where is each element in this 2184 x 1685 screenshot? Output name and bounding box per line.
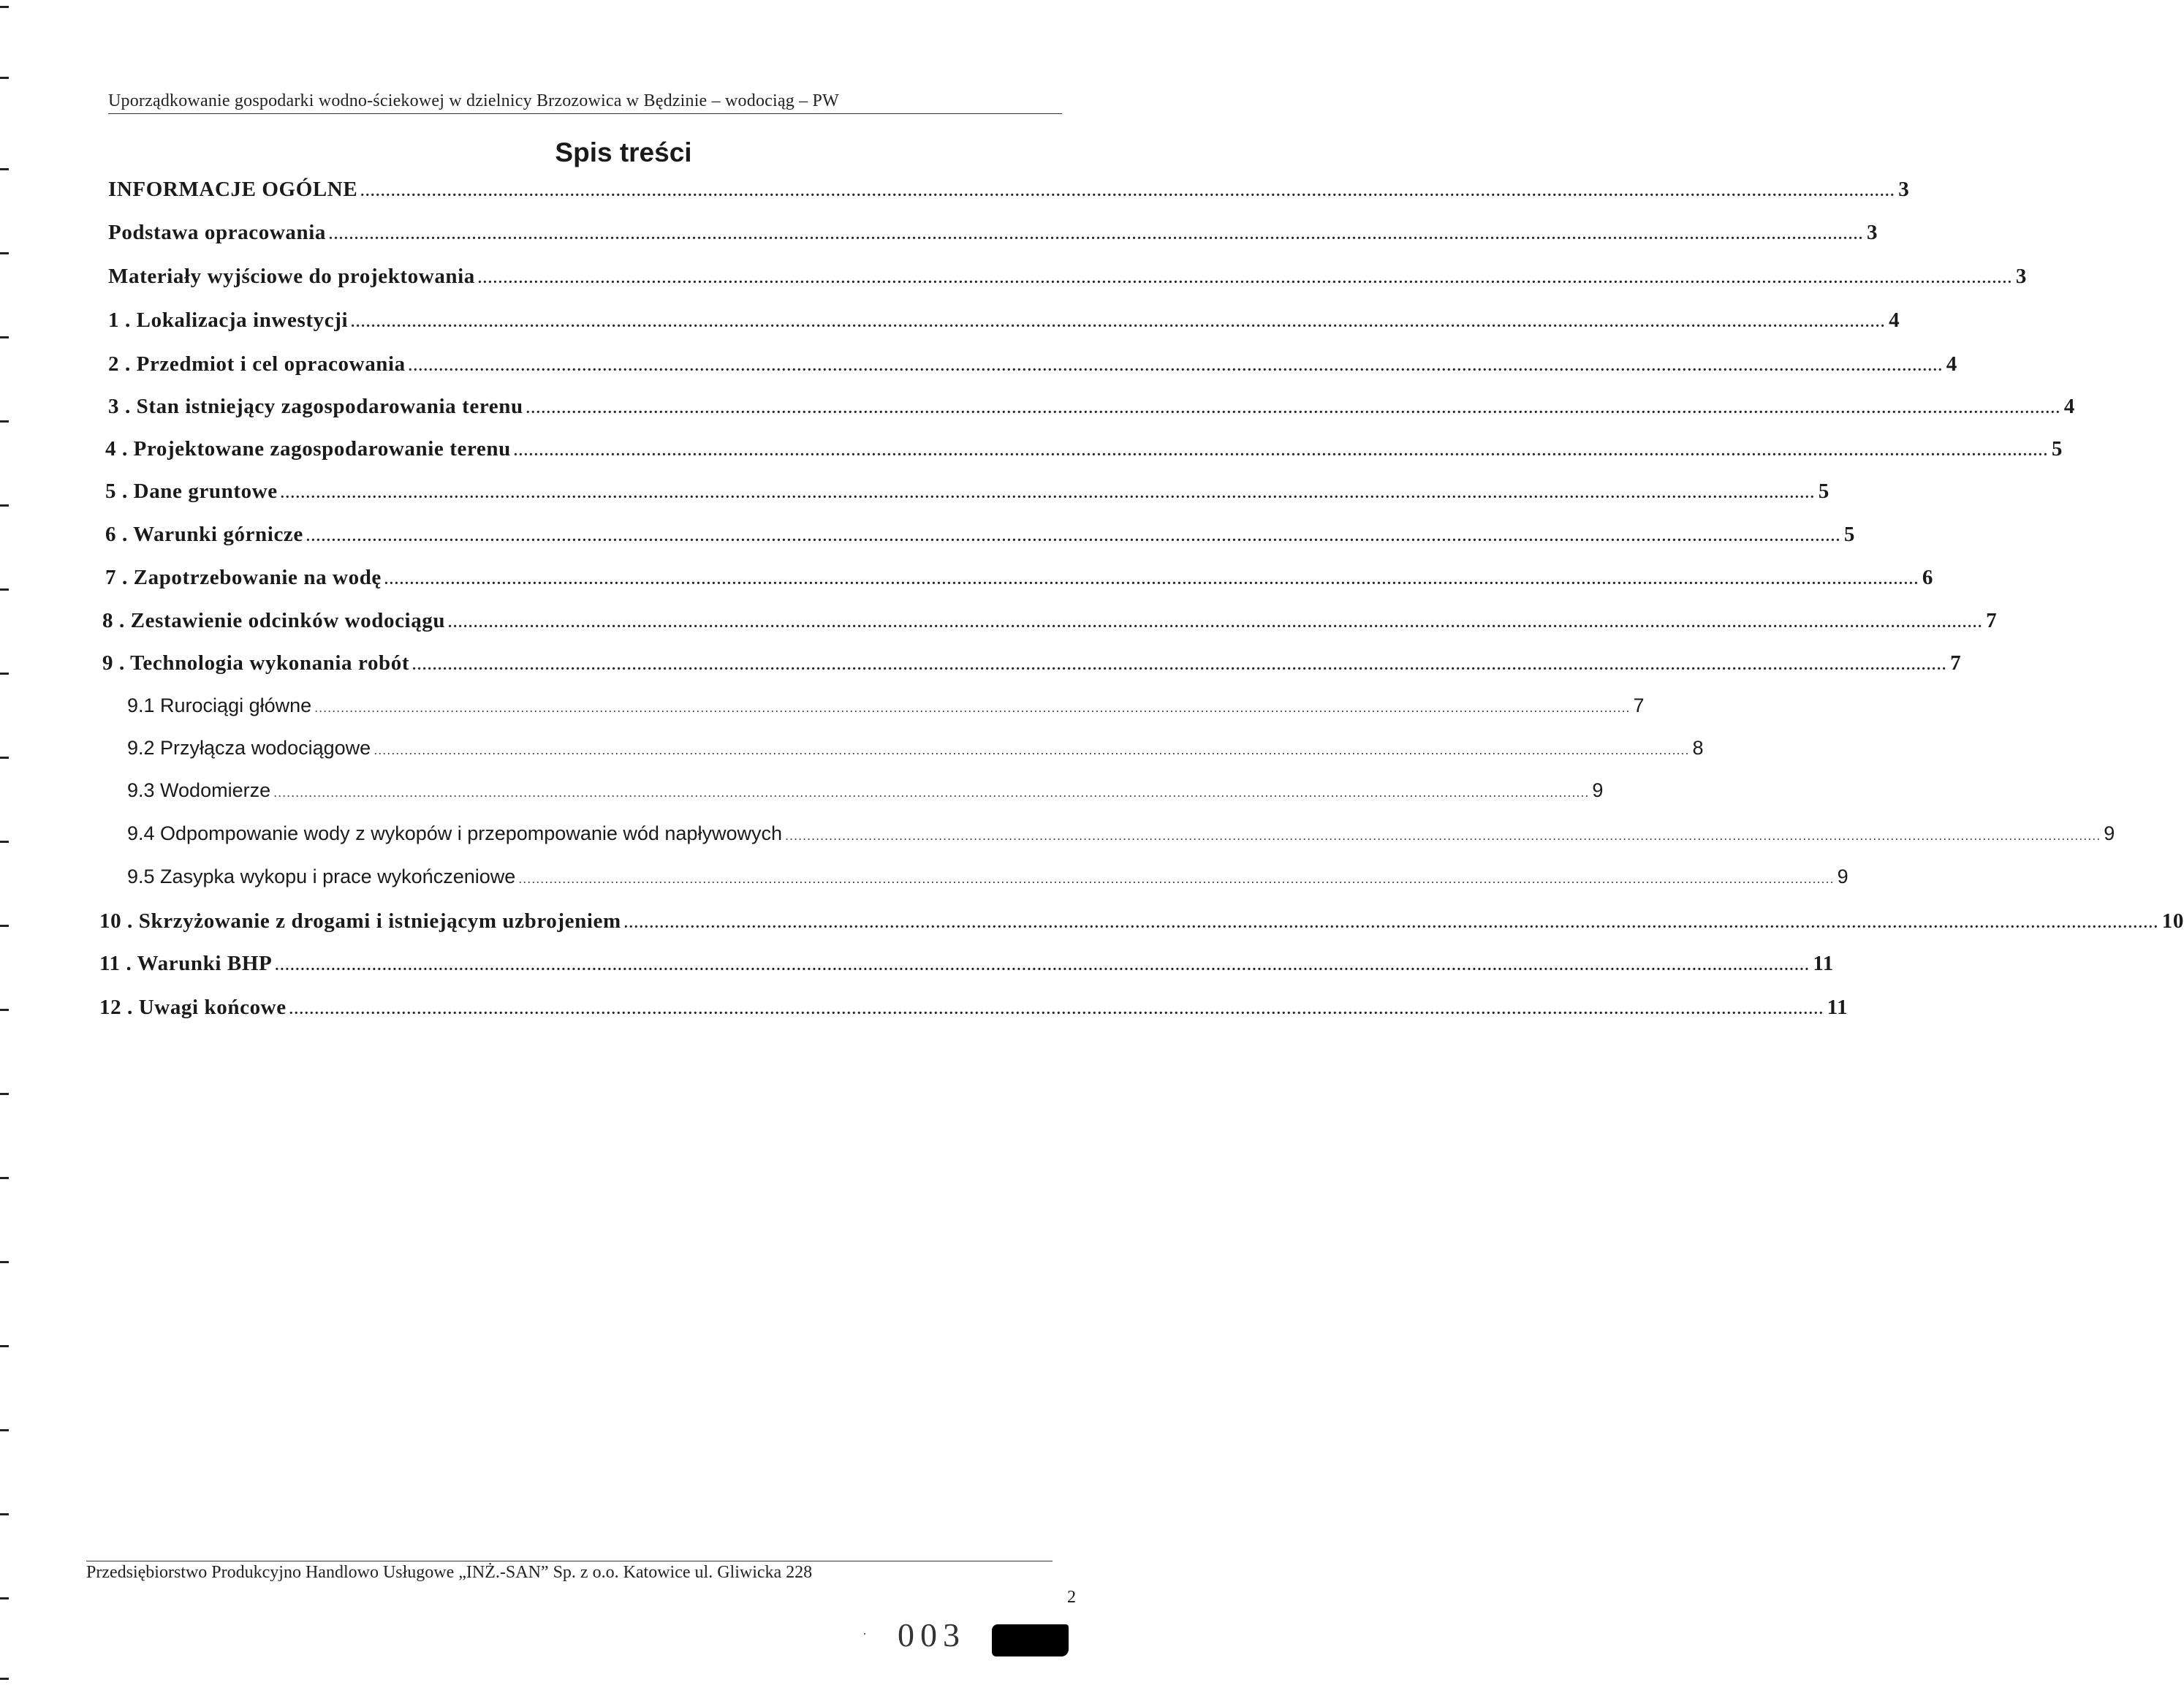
toc-entry-page: 10	[2161, 909, 2184, 933]
toc-entry-page: 11	[1813, 952, 1834, 975]
toc-entry	[99, 952, 1834, 981]
toc-entry-label: 2 . Przedmiot i cel opracowania	[108, 352, 406, 376]
margin-mark	[0, 757, 9, 759]
margin-mark	[0, 1513, 9, 1515]
toc-entry-label: Materiały wyjściowe do projektowania	[108, 265, 475, 288]
toc-entry-page: 7	[1633, 694, 1645, 716]
toc-leader-dots: ............................................................................................................................................................................................................................................................................................................	[477, 270, 2013, 287]
toc-leader-dots: ............................................................................................................................................................................................................................................................................................................	[623, 915, 2159, 931]
toc-entry-page: 11	[1827, 996, 1849, 1019]
toc-entry-page: 7	[1986, 609, 1998, 632]
toc-entry-page: 9	[2104, 822, 2115, 844]
toc-leader-dots: ............................................................................................................................................................................................................................................................................................................	[273, 785, 1590, 800]
toc-entry-label: 8 . Zestawienie odcinków wodociągu	[102, 609, 446, 632]
toc-leader-dots: ............................................................................................................................................................................................................................................................................................................	[374, 743, 1690, 757]
redaction-block	[992, 1624, 1069, 1656]
toc-leader-dots: ............................................................................................................................................................................................................................................................................................................	[351, 314, 1887, 330]
toc-entry	[105, 523, 1855, 552]
toc-leader-dots: ............................................................................................................................................................................................................................................................................................................	[306, 529, 1841, 545]
toc-entry-label: 9.5 Zasypka wykopu i prace wykończeniowe	[127, 866, 516, 887]
page-header	[108, 84, 1062, 114]
toc-leader-dots: ............................................................................................................................................................................................................................................................................................................	[526, 401, 2061, 417]
toc-entry-label: Podstawa opracowania	[108, 221, 326, 244]
margin-mark	[0, 1597, 9, 1599]
toc-leader-dots: ............................................................................................................................................................................................................................................................................................................	[518, 871, 1835, 886]
toc-entry-label: 4 . Projektowane zagospodarowanie terenu	[105, 437, 511, 461]
toc-entry-label: 7 . Zapotrzebowanie na wodę	[105, 566, 382, 589]
header-text: Uporządkowanie gospodarki wodno-ściekowej w dzielnicy Brzozowica w Będzinie – wodociąg – PW	[108, 91, 839, 110]
toc-entry	[102, 609, 1998, 638]
toc-leader-dots: ............................................................................................................................................................................................................................................................................................................	[289, 1001, 1824, 1018]
toc-entry-label: 9.1 Rurociągi główne	[127, 694, 312, 716]
margin-mark	[0, 1009, 9, 1011]
toc-leader-dots: ............................................................................................................................................................................................................................................................................................................	[275, 958, 1810, 974]
toc-leader-dots: ............................................................................................................................................................................................................................................................................................................	[328, 227, 1864, 243]
toc-entry	[108, 352, 1957, 382]
toc-entry-label: 12 . Uwagi końcowe	[99, 996, 287, 1019]
toc-entry-page: 3	[1866, 221, 1878, 244]
stamp-mark: ·	[862, 1627, 867, 1641]
margin-mark	[0, 925, 9, 927]
toc-leader-dots: ............................................................................................................................................................................................................................................................................................................	[448, 615, 1984, 631]
toc-entry-page: 5	[2051, 437, 2063, 461]
toc-leader-dots: ............................................................................................................................................................................................................................................................................................................	[408, 358, 1944, 374]
toc-leader-dots: ............................................................................................................................................................................................................................................................................................................	[412, 657, 1948, 673]
toc-entry	[108, 178, 1910, 207]
toc-entry-label: 10 . Skrzyżowanie z drogami i istniejącym uzbrojeniem	[99, 909, 621, 933]
toc-entry	[127, 866, 1849, 895]
toc-entry-label: 3 . Stan istniejący zagospodarowania terenu	[108, 395, 523, 418]
margin-mark	[0, 673, 9, 675]
toc-entry-page: 4	[1889, 308, 1900, 332]
margin-mark	[0, 77, 9, 79]
toc-entry-label: 9.2 Przyłącza wodociągowe	[127, 737, 371, 759]
margin-mark	[0, 1093, 9, 1095]
toc-entry	[108, 308, 1900, 338]
toc-entry	[102, 651, 1962, 681]
toc-entry-label: INFORMACJE OGÓLNE	[108, 178, 358, 201]
toc-entry-label: 9 . Technologia wykonania robót	[102, 651, 410, 675]
toc-leader-dots: ............................................................................................................................................................................................................................................................................................................	[360, 183, 1896, 200]
toc-leader-dots: ............................................................................................................................................................................................................................................................................................................	[314, 700, 1631, 715]
margin-mark	[0, 420, 9, 423]
toc-entry-label: 9.3 Wodomierze	[127, 779, 271, 801]
toc-entry	[127, 822, 2115, 852]
margin-mark	[0, 1345, 9, 1347]
toc-entry	[105, 437, 2063, 466]
toc-entry-label: 9.4 Odpompowanie wody z wykopów i przepompowanie wód napływowych	[127, 822, 782, 844]
toc-leader-dots: ............................................................................................................................................................................................................................................................................................................	[384, 572, 1919, 588]
toc-entry	[108, 395, 2075, 424]
toc-entry	[127, 737, 1704, 766]
toc-entry-page: 6	[1922, 566, 1934, 589]
margin-mark	[0, 1678, 9, 1680]
toc-leader-dots: ............................................................................................................................................................................................................................................................................................................	[784, 828, 2101, 843]
toc-entry-page: 9	[1837, 866, 1849, 887]
toc-entry-label: 11 . Warunki BHP	[99, 952, 273, 975]
margin-mark	[0, 252, 9, 254]
margin-mark	[0, 1429, 9, 1431]
toc-entry	[99, 996, 1849, 1025]
margin-mark	[0, 588, 9, 591]
footer-company: Przedsiębiorstwo Produkcyjno Handlowo Usługowe „INŻ.-SAN” Sp. z o.o. Katowice ul. Gliwicka 228	[86, 1563, 813, 1582]
toc-entry-page: 5	[1818, 480, 1830, 503]
toc-entry	[108, 265, 2028, 294]
margin-mark	[0, 1261, 9, 1263]
toc-entry-page: 3	[2015, 265, 2028, 288]
toc-entry-label: 5 . Dane gruntowe	[105, 480, 278, 503]
toc-entry	[99, 909, 2184, 939]
toc-entry-page: 8	[1692, 737, 1704, 759]
page-number: 2	[1067, 1588, 1076, 1607]
toc-leader-dots: ............................................................................................................................................................................................................................................................................................................	[513, 443, 2049, 459]
toc-entry-label: 6 . Warunki górnicze	[105, 523, 303, 546]
margin-mark	[0, 336, 9, 338]
toc-entry-page: 4	[1946, 352, 1957, 376]
toc-entry	[105, 480, 1830, 509]
toc-title: Spis treści	[555, 137, 692, 167]
margin-mark	[0, 841, 9, 843]
toc-entry-page: 7	[1950, 651, 1962, 675]
binding-margin-marks	[0, 0, 15, 1685]
margin-mark	[0, 168, 9, 170]
toc-entry-page: 4	[2063, 395, 2075, 418]
toc-entry	[108, 221, 1878, 250]
toc-entry-page: 9	[1592, 779, 1604, 801]
toc-leader-dots: ............................................................................................................................................................................................................................................................................................................	[280, 485, 1816, 501]
page-footer	[86, 1561, 1053, 1586]
toc-entry	[127, 779, 1604, 809]
margin-mark	[0, 504, 9, 507]
toc-entry-label: 1 . Lokalizacja inwestycji	[108, 308, 349, 332]
stamp-number: 003	[898, 1616, 966, 1654]
margin-mark	[0, 1177, 9, 1179]
toc-entry-page: 3	[1898, 178, 1910, 201]
toc-entry-page: 5	[1843, 523, 1855, 546]
toc-entry	[105, 566, 1934, 595]
toc-entry	[127, 694, 1645, 724]
margin-mark	[0, 6, 9, 8]
